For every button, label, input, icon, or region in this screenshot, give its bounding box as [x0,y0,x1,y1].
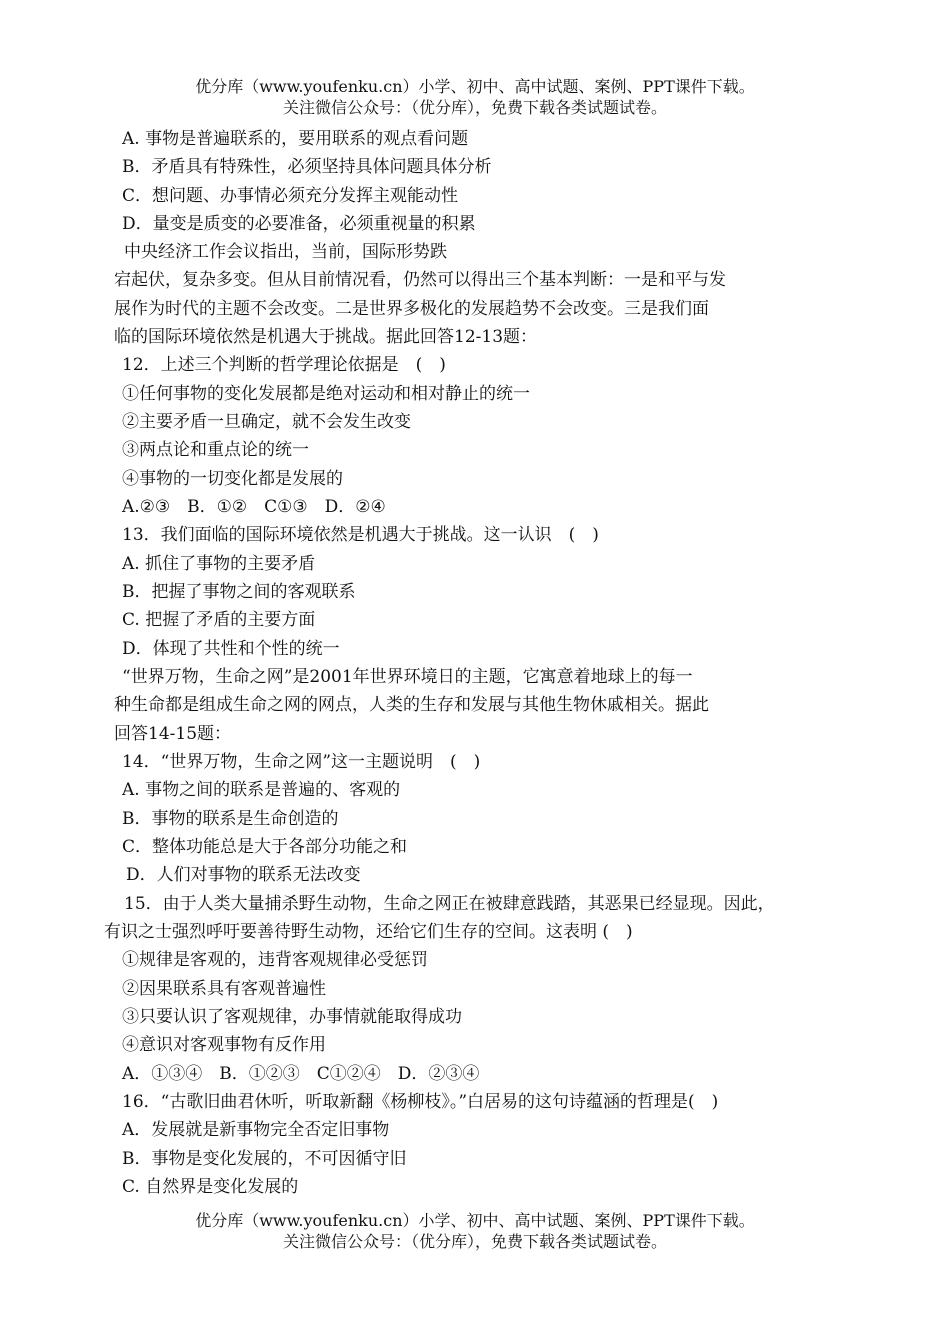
option-line: C. 自然界是变化发展的 [122,1177,299,1197]
header-line-1: 优分库（www.youfenku.cn）小学、初中、高中试题、案例、PPT课件下载。 [195,77,755,96]
statement-line: ①规律是客观的，违背客观规律必受惩罚 [122,950,428,970]
option-line: A．发展就是新事物完全否定旧事物 [122,1120,390,1140]
option-line: D．量变是质变的必要准备，必须重视量的积累 [122,214,476,234]
option-line: A. 抓住了事物的主要矛盾 [122,554,316,574]
statement-line: ②主要矛盾一旦确定，就不会发生改变 [122,412,411,432]
option-line: A. 事物之间的联系是普遍的、客观的 [122,780,401,800]
passage-line: 宕起伏，复杂多变。但从目前情况看，仍然可以得出三个基本判断：一是和平与发 [114,270,726,290]
passage-line: “世界万物，生命之网”是2001年世界环境日的主题，它寓意着地球上的每一 [122,667,693,687]
answer-choices: A．①③④ B．①②③ C①②④ D．②③④ [122,1064,480,1084]
option-line: C．整体功能总是大于各部分功能之和 [122,837,408,857]
option-line: B．事物是变化发展的，不可因循守旧 [122,1149,407,1169]
answer-choices: A.②③ B．①② C①③ D．②④ [122,497,386,517]
option-line: D．体现了共性和个性的统一 [122,639,340,659]
footer-line-1: 优分库（www.youfenku.cn）小学、初中、高中试题、案例、PPT课件下载。 [195,1211,755,1230]
statement-line: ①任何事物的变化发展都是绝对运动和相对静止的统一 [122,384,530,404]
statement-line: ③两点论和重点论的统一 [122,440,309,460]
question-line: 有识之士强烈呼吁要善待野生动物，还给它们生存的空间。这表明 ( ) [104,922,633,942]
statement-line: ④事物的一切变化都是发展的 [122,469,343,489]
statement-line: ②因果联系具有客观普遍性 [122,979,326,999]
option-line: A. 事物是普遍联系的，要用联系的观点看问题 [122,129,469,149]
question-line: 13．我们面临的国际环境依然是机遇大于挑战。这一认识 ( ) [122,525,599,545]
option-line: B．事物的联系是生命创造的 [122,809,339,829]
option-line: C. 把握了矛盾的主要方面 [122,610,316,630]
passage-line: 临的国际环境依然是机遇大于挑战。据此回答12-13题： [114,327,538,347]
option-line: D．人们对事物的联系无法改变 [126,865,361,885]
question-line: 12．上述三个判断的哲学理论依据是 ( ) [122,355,446,375]
question-line: 14．“世界万物，生命之网”这一主题说明 ( ) [122,752,481,772]
question-line: 15．由于人类大量捕杀野生动物，生命之网正在被肆意践踏，其恶果已经显现。因此， [124,894,775,914]
passage-line: 回答14-15题： [114,724,232,744]
option-line: B．矛盾具有特殊性，必须坚持具体问题具体分析 [122,157,492,177]
option-line: C．想问题、办事情必须充分发挥主观能动性 [122,186,459,206]
question-line: 16．“古歌旧曲君休听，听取新翻《杨柳枝》。”白居易的这句诗蕴涵的哲理是( ) [122,1092,719,1112]
passage-line: 展作为时代的主题不会改变。二是世界多极化的发展趋势不会改变。三是我们面 [114,299,709,319]
header-line-2: 关注微信公众号：（优分库），免费下载各类试题试卷。 [282,98,667,117]
statement-line: ③只要认识了客观规律，办事情就能取得成功 [122,1007,462,1027]
passage-line: 中央经济工作会议指出，当前，国际形势跌 [124,242,447,262]
footer-line-2: 关注微信公众号：（优分库），免费下载各类试题试卷。 [282,1232,667,1251]
option-line: B．把握了事物之间的客观联系 [122,582,356,602]
statement-line: ④意识对客观事物有反作用 [122,1035,326,1055]
passage-line: 种生命都是组成生命之网的网点，人类的生存和发展与其他生物休戚相关。据此 [114,695,709,715]
